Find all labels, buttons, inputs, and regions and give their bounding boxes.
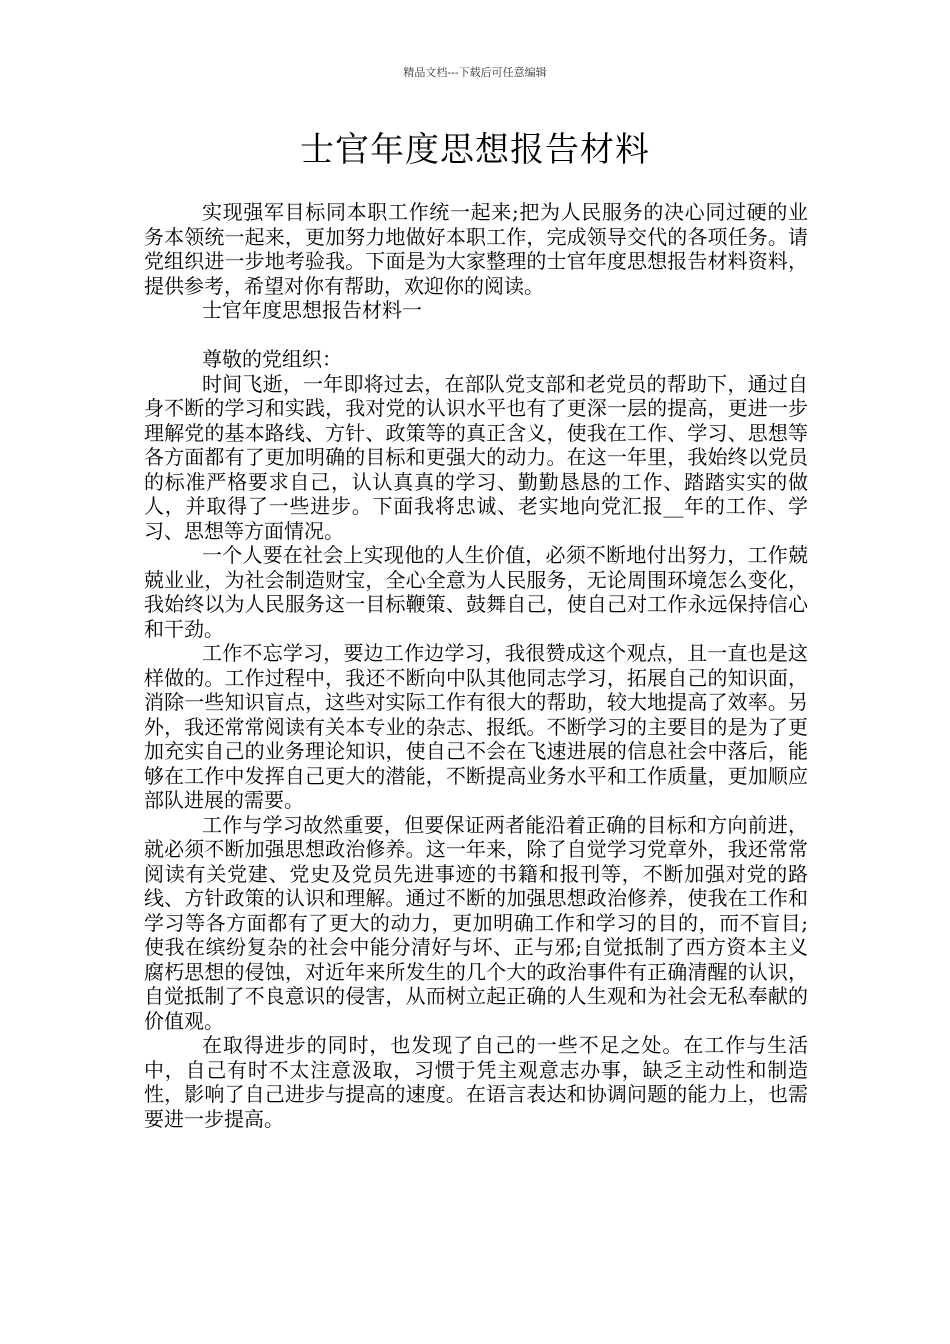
paragraph: 一个人要在社会上实现他的人生价值，必须不断地付出努力，工作兢兢业业，为社会制造财宝，全心全意为人民服务，无论周围环境怎么变化，我始终以为人民服务这一目标鞭策、鼓舞自己，使自己对工作永远保持信心和干劲。 [144,543,808,641]
paragraph: 工作与学习故然重要，但要保证两者能沿着正确的目标和方向前进，就必须不断加强思想政治修养。这一年来，除了自觉学习党章外，我还常常阅读有关党建、党史及党员先进事迹的书籍和报刊等，不断加强对党的路线、方针政策的认识和理解。通过不断的加强思想政治修养，使我在工作和学习等各方面都有了更大的动力，更加明确工作和学习的目的，而不盲目;使我在缤纷复杂的社会中能分清好与坏、正与邪;自觉抵制了西方资本主义腐朽思想的侵蚀，对近年来所发生的几个大的政治事件有正确清醒的认识，自觉抵制了不良意识的侵害，从而树立起正确的人生观和为社会无私奉献的价值观。 [144,812,808,1033]
salutation: 尊敬的党组织： [202,347,342,371]
blank-line [144,323,808,348]
document-body [144,200,808,1131]
paragraph: 工作不忘学习，要边工作边学习，我很赞成这个观点，且一直也是这样做的。工作过程中，我还不断向中队其他同志学习，拓展自己的知识面，消除一些知识盲点，这些对实际工作有很大的帮助，较大地提高了效率。另外，我还常常阅读有关本专业的杂志、报纸。不断学习的主要目的是为了更加充实自己的业务理论知识，使自己不会在飞速进展的信息社会中落后，能够在工作中发挥自己更大的潜能，不断提高业务水平和工作质量，更加顺应部队进展的需要。 [144,641,808,812]
document-title: 士官年度思想报告材料 [300,130,650,170]
section-heading: 士官年度思想报告材料一 [202,298,422,322]
page-header: 精品文档---下载后可任意编辑 [403,66,547,79]
paragraph: 时间飞逝，一年即将过去，在部队党支部和老党员的帮助下，通过自身不断的学习和实践，我对党的认识水平也有了更深一层的提高，更进一步理解党的基本路线、方针、政策等的真正含义，使我在工作、学习、思想等各方面都有了更加明确的目标和更强大的动力。在这一年里，我始终以党员的标准严格要求自己，认认真真的学习、勤勤恳恳的工作、踏踏实实的做人，并取得了一些进步。下面我将忠诚、老实地向党汇报__年的工作、学习、思想等方面情况。 [144,371,808,543]
paragraph: 实现强军目标同本职工作统一起来;把为人民服务的决心同过硬的业务本领统一起来，更加努力地做好本职工作，完成领导交代的各项任务。请党组织进一步地考验我。下面是为大家整理的士官年度思想报告材料资料，提供参考，希望对你有帮助，欢迎你的阅读。 [144,200,808,298]
paragraph: 在取得进步的同时，也发现了自己的一些不足之处。在工作与生活中，自己有时不太注意汲取，习惯于凭主观意志办事，缺乏主动性和制造性，影响了自己进步与提高的速度。在语言表达和协调问题的能力上，也需要进一步提高。 [144,1033,808,1131]
